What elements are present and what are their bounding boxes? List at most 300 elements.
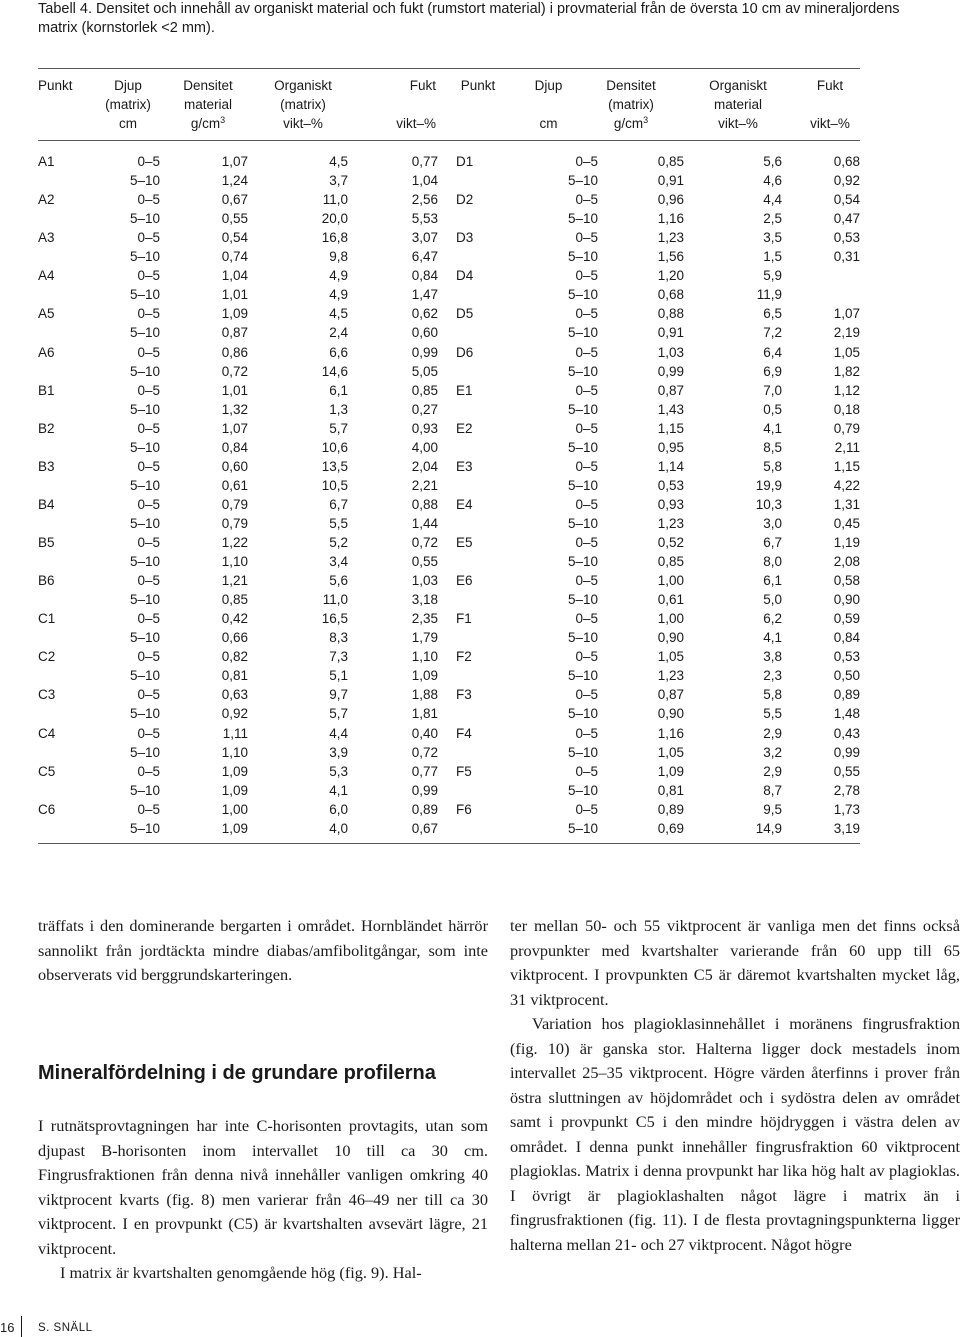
- table-cell: B3: [38, 458, 55, 474]
- table-cell: 0–5: [575, 306, 598, 322]
- table-cell: 0,77: [411, 154, 438, 169]
- table-cell: 0,68: [833, 154, 860, 169]
- table-cell: 0,45: [833, 515, 860, 531]
- table-cell: 5–10: [567, 249, 598, 265]
- table-cell: 0–5: [137, 268, 160, 284]
- table-cell: B1: [38, 382, 55, 398]
- table-cell: 5–10: [129, 401, 160, 417]
- table-cell: 1,43: [657, 401, 684, 417]
- table-row: [38, 419, 860, 438]
- table-cell: 5–10: [129, 439, 160, 455]
- table-cell: 6,6: [329, 344, 348, 360]
- table-header-cell: vikt–%: [810, 116, 850, 131]
- table-cell: 5,3: [329, 763, 348, 779]
- table-cell: 5,05: [411, 363, 438, 379]
- table-cell: 10,3: [755, 496, 782, 512]
- table-cell: 0–5: [137, 382, 160, 398]
- table-cell: 8,3: [329, 630, 348, 646]
- table-cell: 1,48: [833, 706, 860, 722]
- table-cell: 0,72: [411, 535, 438, 550]
- table-row: [38, 514, 860, 533]
- table-cell: 8,0: [763, 554, 782, 570]
- table-cell: 0,27: [411, 401, 438, 417]
- table-cell: C5: [38, 763, 56, 779]
- table-row: [38, 438, 860, 457]
- table-cell: 0–5: [137, 154, 160, 169]
- table-cell: 0,87: [221, 325, 248, 341]
- table-cell: 4,00: [411, 439, 438, 455]
- table-cell: 2,4: [329, 325, 348, 341]
- table-cell: 6,4: [763, 344, 782, 360]
- table-cell: 5–10: [129, 287, 160, 303]
- table-row: [38, 304, 860, 323]
- table-cell: 0,87: [657, 382, 684, 398]
- table-row: [38, 228, 860, 247]
- table-cell: 1,05: [657, 649, 684, 665]
- table-cell: 0,42: [221, 611, 248, 627]
- table-cell: 0–5: [137, 687, 160, 703]
- table-cell: 0,55: [833, 763, 860, 779]
- table-cell: 0–5: [575, 496, 598, 512]
- table-cell: 1,09: [221, 782, 248, 798]
- table-cell: 1,14: [657, 458, 684, 474]
- table-row: [38, 800, 860, 819]
- table-row: [38, 209, 860, 228]
- table-cell: 0,54: [833, 192, 860, 208]
- table-cell: A2: [38, 192, 55, 208]
- table-cell: 5–10: [567, 706, 598, 722]
- table-cell: 0,85: [657, 154, 684, 169]
- table-cell: 1,07: [833, 306, 860, 322]
- table-cell: 0–5: [575, 725, 598, 741]
- right-column: [510, 914, 960, 1257]
- table-cell: 1,47: [411, 287, 438, 303]
- table-cell: F1: [456, 611, 472, 627]
- table-cell: 1,88: [411, 687, 438, 703]
- table-cell: 3,0: [763, 515, 782, 531]
- table-cell: 0–5: [575, 611, 598, 627]
- table-cell: A3: [38, 230, 55, 246]
- table-cell: F6: [456, 801, 472, 817]
- table-cell: C4: [38, 725, 56, 741]
- table-cell: F2: [456, 649, 472, 665]
- table-header-cell: Djup: [534, 78, 563, 93]
- table-cell: 1,31: [833, 496, 860, 512]
- table-row: [38, 666, 860, 685]
- table-cell: 0–5: [575, 573, 598, 589]
- table-header-rule: [38, 140, 860, 141]
- table-header-cell: material: [713, 97, 762, 112]
- table-cell: 5–10: [567, 401, 598, 417]
- table-cell: 1,09: [221, 306, 248, 322]
- table-row: [38, 362, 860, 381]
- table-cell: 0,89: [833, 687, 860, 703]
- table-cell: 2,5: [763, 211, 782, 227]
- table-cell: 10,6: [321, 439, 348, 455]
- right-paragraph-2: Variation hos plagioklasinnehållet i moränens fingrusfraktion (fig. 10) är ganska stor. Halterna ligger dock mestadels inom intervallet 25–35 viktprocent. Högre värden återfinns i prover från östra sluttningen av höjdområdet och i sydöstra delen av området samt i provpunkt C5 i den mindre höjdryggen i västra delen av området. I denna punkt innehåller fingrusfraktion 60 viktprocent plagioklas. Matrix i denna provpunkt har lika hög halt av plagioklas. I övrigt är plagioklashalten något lägre i matrix än i fingrusfraktionen (fig. 11). I de flesta provtagningspunkterna ligger halterna mellan 21- och 27 viktprocent. Något högre: [510, 1014, 960, 1254]
- table-cell: 5–10: [129, 592, 160, 608]
- table-cell: 0,18: [833, 401, 860, 417]
- table-cell: 0,50: [833, 668, 860, 684]
- table-cell: B5: [38, 535, 55, 550]
- table-cell: 5,6: [763, 154, 782, 169]
- table-cell: 1,15: [657, 420, 684, 436]
- table-cell: 9,8: [329, 249, 348, 265]
- table-cell: 0–5: [575, 230, 598, 246]
- table-row: [38, 819, 860, 838]
- table-cell: 2,3: [763, 668, 782, 684]
- left-column: [38, 914, 488, 988]
- table-cell: 1,04: [411, 173, 438, 189]
- table-cell: 1,23: [657, 668, 684, 684]
- table-cell: 1,01: [221, 382, 248, 398]
- table-cell: 5,5: [329, 515, 348, 531]
- table-cell: 5–10: [129, 554, 160, 570]
- table-row: [38, 762, 860, 781]
- table-cell: 1,11: [222, 725, 248, 741]
- table-cell: 0–5: [137, 801, 160, 817]
- table-cell: C6: [38, 801, 56, 817]
- table-cell: 1,10: [221, 554, 248, 570]
- table-cell: 7,3: [329, 649, 348, 665]
- table-cell: 1,24: [221, 173, 248, 189]
- table-cell: 4,5: [329, 154, 348, 169]
- table-cell: 0–5: [575, 154, 598, 169]
- table-cell: 1,00: [657, 573, 684, 589]
- table-header-row: [38, 114, 860, 133]
- table-cell: 0–5: [137, 344, 160, 360]
- table-row: [38, 152, 860, 171]
- table-cell: 0–5: [575, 458, 598, 474]
- table-cell: 3,18: [411, 592, 438, 608]
- table-cell: 16,5: [321, 611, 348, 627]
- table-cell: 0,58: [833, 573, 860, 589]
- table-row: [38, 704, 860, 723]
- table-cell: 4,1: [763, 630, 782, 646]
- table-cell: 5–10: [567, 211, 598, 227]
- table-header-cell: Fukt: [816, 78, 844, 93]
- table-cell: A6: [38, 344, 55, 360]
- table-cell: 1,07: [221, 154, 248, 169]
- table-cell: 0,82: [221, 649, 248, 665]
- table-cell: 0,52: [657, 535, 684, 550]
- table-cell: 0–5: [575, 420, 598, 436]
- table-cell: 0,81: [657, 782, 684, 798]
- table-row: [38, 781, 860, 800]
- table-cell: 0,93: [411, 420, 438, 436]
- table-header-cell: $g/cm^3$: [613, 115, 649, 131]
- table-cell: 0,85: [221, 592, 248, 608]
- table-cell: 5–10: [129, 249, 160, 265]
- table-cell: 0,99: [833, 744, 860, 760]
- table-caption: Tabell 4. Densitet och innehåll av organiskt material och fukt (rumstort material) i provmaterial från de översta 10 cm av mineraljordens matrix (kornstorlek <2 mm).: [38, 1, 900, 36]
- table-cell: 1,03: [411, 573, 438, 589]
- table-cell: 1,44: [411, 515, 438, 531]
- table-header-cell: cm: [119, 116, 137, 131]
- table-cell: 1,82: [833, 363, 860, 379]
- table-cell: 1,32: [221, 401, 248, 417]
- table-cell: 0–5: [575, 344, 598, 360]
- table-cell: 5–10: [129, 820, 160, 836]
- table-cell: 0,90: [657, 630, 684, 646]
- table-row: [38, 724, 860, 743]
- table-cell: 5–10: [567, 173, 598, 189]
- table-cell: 5,8: [763, 687, 782, 703]
- table-cell: 1,23: [657, 515, 684, 531]
- table-header-cell: $g/cm^3$: [190, 115, 226, 131]
- table-row: [38, 266, 860, 285]
- table-cell: 2,35: [411, 611, 438, 627]
- table-cell: 2,78: [833, 782, 860, 798]
- table-cell: 19,9: [755, 477, 782, 493]
- table-header-cell: Djup: [114, 78, 142, 93]
- table-cell: 4,9: [329, 287, 348, 303]
- table-cell: 1,15: [833, 458, 860, 474]
- table-row: [38, 400, 860, 419]
- table-cell: 0,86: [221, 344, 248, 360]
- table-cell: 5–10: [129, 515, 160, 531]
- table-cell: 1,56: [657, 249, 684, 265]
- table-cell: 0–5: [575, 801, 598, 817]
- table-cell: 1,16: [657, 725, 684, 741]
- table-header-row: [38, 76, 860, 95]
- table-cell: 0,61: [221, 477, 248, 493]
- table-cell: 5–10: [129, 706, 160, 722]
- table-cell: 0,53: [833, 230, 860, 246]
- table-cell: B2: [38, 420, 55, 436]
- table-row: [38, 343, 860, 362]
- table-header-cell: Punkt: [38, 78, 73, 93]
- table-cell: 0,99: [657, 363, 684, 379]
- table-cell: 0,90: [833, 592, 860, 608]
- table-cell: 4,1: [763, 420, 782, 436]
- table-cell: 5,6: [329, 573, 348, 589]
- table-cell: 9,7: [329, 687, 348, 703]
- table-cell: 3,19: [833, 820, 860, 836]
- table-cell: 7,0: [763, 382, 782, 398]
- table-cell: 0,74: [221, 249, 248, 265]
- table-cell: E1: [456, 382, 473, 398]
- table-row: [38, 323, 860, 342]
- table-row: [38, 381, 860, 400]
- table-cell: 1,09: [221, 763, 248, 779]
- table-row: [38, 628, 860, 647]
- table-cell: 0,89: [411, 801, 438, 817]
- table-cell: 0,92: [221, 706, 248, 722]
- table-cell: 5–10: [129, 363, 160, 379]
- table-cell: 6,1: [763, 573, 782, 589]
- table-cell: 0,5: [763, 401, 782, 417]
- table-cell: 5–10: [567, 782, 598, 798]
- table-cell: 0,87: [657, 687, 684, 703]
- table-cell: 0,60: [411, 325, 438, 341]
- table-cell: 6,7: [763, 535, 782, 550]
- page-number: 16: [0, 1320, 15, 1335]
- table-cell: C2: [38, 649, 56, 665]
- table-cell: 0–5: [137, 535, 160, 550]
- table-row: [38, 552, 860, 571]
- table-cell: 5–10: [567, 592, 598, 608]
- table-cell: 7,2: [763, 325, 782, 341]
- table-cell: D4: [456, 268, 474, 284]
- table-cell: 5,53: [411, 211, 438, 227]
- table-cell: 6,5: [763, 306, 782, 322]
- table-cell: 0,67: [221, 192, 248, 208]
- table-cell: 0,99: [411, 344, 438, 360]
- table-cell: 0,92: [833, 173, 860, 189]
- table-cell: 0–5: [137, 230, 160, 246]
- table-cell: 5–10: [129, 173, 160, 189]
- table-cell: 5–10: [129, 744, 160, 760]
- table-row: [38, 495, 860, 514]
- table-cell: 2,56: [411, 192, 438, 208]
- table-cell: 0–5: [575, 382, 598, 398]
- table-cell: 14,6: [321, 363, 348, 379]
- table-cell: 14,9: [755, 820, 782, 836]
- table-cell: 5–10: [567, 477, 598, 493]
- table-cell: 3,7: [329, 173, 348, 189]
- table-header-cell: vikt–%: [396, 116, 436, 131]
- table-header-cell: Densitet: [606, 78, 656, 93]
- table-cell: C3: [38, 687, 56, 703]
- table-cell: E5: [456, 535, 473, 550]
- unit-superscript: 3: [643, 115, 649, 125]
- table-header-cell: vikt–%: [718, 116, 758, 131]
- table-cell: 4,1: [329, 782, 348, 798]
- table-cell: 8,7: [763, 782, 782, 798]
- left-paragraph-3: I matrix är kvartshalten genomgående hög (fig. 9). Hal-: [60, 1263, 422, 1282]
- table-cell: 3,07: [411, 230, 438, 246]
- table-cell: 0,53: [833, 649, 860, 665]
- table-row: [38, 171, 860, 190]
- table-cell: 0,95: [657, 439, 684, 455]
- table-cell: 1,10: [221, 744, 248, 760]
- page-number-divider: [21, 1316, 22, 1337]
- table-cell: 2,9: [763, 725, 782, 741]
- table-cell: 0,91: [657, 173, 684, 189]
- table-cell: E4: [456, 496, 473, 512]
- table-cell: 0–5: [137, 573, 160, 589]
- table-cell: 3,5: [763, 230, 782, 246]
- table-cell: 0,79: [833, 420, 860, 436]
- table-cell: 1,07: [221, 420, 248, 436]
- table-cell: 4,9: [329, 268, 348, 284]
- table-cell: 1,3: [329, 401, 348, 417]
- table-row: [38, 533, 860, 552]
- table-row: [38, 247, 860, 266]
- table-cell: 1,09: [221, 820, 248, 836]
- table-cell: 11,0: [322, 192, 348, 208]
- table-cell: 0–5: [137, 420, 160, 436]
- table-row: [38, 285, 860, 304]
- table-cell: 5,2: [329, 535, 348, 550]
- table-cell: 20,0: [321, 211, 348, 227]
- table-cell: 5–10: [567, 820, 598, 836]
- table-cell: 6,0: [329, 801, 348, 817]
- table-cell: F4: [456, 725, 472, 741]
- table-cell: 0,40: [411, 725, 438, 741]
- table-cell: 5–10: [567, 744, 598, 760]
- table-cell: 5–10: [567, 363, 598, 379]
- table-cell: 0,59: [833, 611, 860, 627]
- table-cell: D1: [456, 154, 474, 169]
- table-header-cell: vikt–%: [283, 116, 323, 131]
- table-header-cell: material: [183, 97, 232, 112]
- table-cell: 1,09: [657, 763, 684, 779]
- table-cell: 5,9: [763, 268, 782, 284]
- table-row: [38, 190, 860, 209]
- table-cell: 0–5: [137, 496, 160, 512]
- table-cell: 1,73: [833, 801, 860, 817]
- table-cell: 0–5: [575, 268, 598, 284]
- right-paragraph-1: ter mellan 50- och 55 viktprocent är vanliga men det finns också provpunkter med kvartshalter varierande från 60 upp till 65 viktprocent. I provpunkten C5 är däremot kvartshalten mycket låg, 31 viktprocent.: [510, 916, 960, 1009]
- table-cell: 1,05: [833, 344, 860, 360]
- table-cell: 5–10: [567, 439, 598, 455]
- table-cell: F3: [456, 687, 472, 703]
- table-cell: 5–10: [129, 630, 160, 646]
- table-header-cell: (matrix): [608, 97, 654, 112]
- table-cell: 5–10: [567, 515, 598, 531]
- table-cell: 13,5: [321, 458, 348, 474]
- table-cell: 5,0: [763, 592, 782, 608]
- table-cell: 0,88: [657, 306, 684, 322]
- table-cell: 0–5: [575, 535, 598, 550]
- table-cell: 0,88: [411, 496, 438, 512]
- table-row: [38, 457, 860, 476]
- table-cell: 0–5: [137, 192, 160, 208]
- table-cell: 2,11: [834, 439, 860, 455]
- table-cell: 5,1: [329, 668, 348, 684]
- left-paragraph-1: träffats i den dominerande bergarten i området. Hornbländet härrör sannolikt från jordtäckta mindre diabas/amfibolitgångar, som inte observerats vid berggrundskarteringen.: [38, 916, 488, 984]
- table-cell: 0–5: [137, 725, 160, 741]
- table-cell: 5–10: [129, 782, 160, 798]
- table-row: [38, 685, 860, 704]
- table-cell: 6,2: [763, 611, 782, 627]
- table-cell: E3: [456, 458, 473, 474]
- table-cell: 5–10: [129, 211, 160, 227]
- table-cell: C1: [38, 611, 56, 627]
- table-cell: E6: [456, 573, 473, 589]
- table-header-cell: (matrix): [280, 97, 326, 112]
- table-cell: 5,7: [329, 706, 348, 722]
- unit-superscript: 3: [220, 115, 226, 125]
- table-cell: 6,9: [763, 363, 782, 379]
- table-header-cell: (matrix): [105, 97, 151, 112]
- table-cell: 1,22: [221, 535, 248, 550]
- table-cell: 10,5: [321, 477, 348, 493]
- table-cell: 2,08: [833, 554, 860, 570]
- table-top-rule: [38, 68, 860, 69]
- table-cell: 1,04: [221, 268, 248, 284]
- table-cell: 5–10: [129, 477, 160, 493]
- table-cell: 3,4: [329, 554, 348, 570]
- table-cell: 1,03: [657, 344, 684, 360]
- table-cell: 9,5: [763, 801, 782, 817]
- table-cell: 0–5: [137, 611, 160, 627]
- table-cell: 0,77: [411, 763, 438, 779]
- table-cell: 1,00: [221, 801, 248, 817]
- table-cell: 0,81: [221, 668, 248, 684]
- table-cell: 1,05: [657, 744, 684, 760]
- table-cell: 4,6: [763, 173, 782, 189]
- table-cell: 4,4: [763, 192, 782, 208]
- table-cell: B4: [38, 496, 55, 512]
- table-cell: 0,43: [833, 725, 860, 741]
- table-header-cell: Fukt: [409, 78, 436, 93]
- table-cell: 0–5: [575, 649, 598, 665]
- table-cell: 1,12: [833, 382, 860, 398]
- table-cell: F5: [456, 763, 472, 779]
